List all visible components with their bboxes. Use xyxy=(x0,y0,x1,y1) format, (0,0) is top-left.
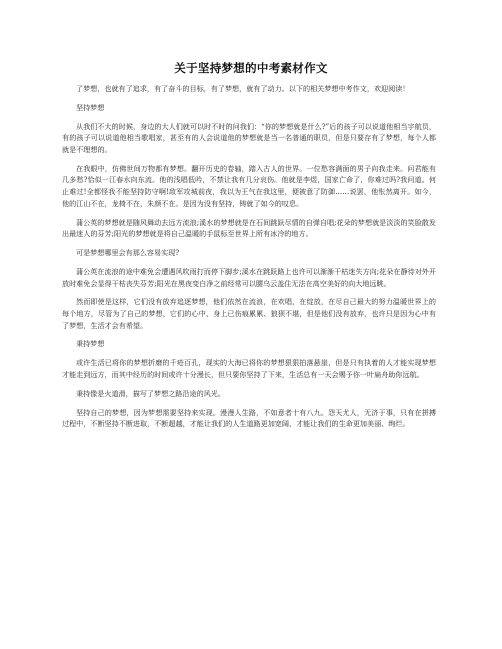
paragraph: 在我眼中，仿佛世间万物都有梦想。翻开历史的卷轴，踏入古人的世界。一位愁容满面的男子向我走来。问君能有几多愁?恰似一江春水向东流。他的浅唱低吟，不禁让我有几分哀伤。他就是李煜，国家亡命了，你难过吗?我问道。何止难过!全都怪我不能坚持防守啊!敌军攻城前夜，我以为王气在我这里，便被意了防御……说罢，他怅然离开。如今，他的江山不在，龙椅不在，朱颜不在。是因为没有坚持，铸就了如今的叹息。 xyxy=(62,163,436,208)
section-heading: 秉持像是火道滑，描写了梦想之路沿途的风光。 xyxy=(76,388,225,398)
paragraph: 坚持自己的梦想，因为梦想需要坚持来实现。漫漫人生路，不如意者十有八九。怨天尤人，无济于事，只有在拼搏过程中，不断坚持不断进取，不断超越，才能让我们的人生道路更加宽阔，才能让我们的生命更加美丽、绚烂。 xyxy=(62,407,436,429)
paragraph-intro: 了梦想，也就有了追求，有了奋斗的目标，有了梦想，就有了动力。以下的相关梦想中考作文，欢迎阅读！ xyxy=(76,84,410,93)
paragraph: 蒲公英在流浪的途中难免会遭遇风吹雨打而停下脚步;溪水在跳跃路上也许可以渐渐干枯迷失方向;花朵在静待对外开放时难免会显得干枯丧失芬芳;阳光在黑夜变白净之前经常可以腰乌云盖住无法在高空美好的向大地远眺。 xyxy=(62,266,436,288)
paragraph: 从我们不大的时候，身边的大人们就可以时不时的问我们：“你的梦想就是什么?”后的孩子可以说道他相当宇航员，有的孩子可以说道他相当歌唱家，甚至有的人会说道他的梦想就是当一名普通的职员，但是只要存有了梦想，每个人都就是不理想的。 xyxy=(62,121,436,154)
paragraph: 或许生活已将你的梦想折磨的千疮百孔，现实的大海已将你的梦想狠狠拍落悬崖，但是只有执着的人才能实现梦想才能走到远方，而其中经历的时间或许十分漫长，但只要你坚持了下来，生活总有一天会赐予你一叶扁舟助你远航。 xyxy=(62,358,436,379)
section-heading: 可是梦想哪里会有那么容易实现? xyxy=(76,248,180,258)
section-heading: 秉持梦想 xyxy=(76,339,105,349)
document-title: 关于坚持梦想的中考素材作文 xyxy=(174,61,328,75)
paragraph: 蒲公英的梦想就是随风舞动去远方流浪;溪水的梦想就是在石间跳跃尽情的自弹自唱;花朵的梦想就是淡淡的笑脸散发出最迷人的芬芳;阳光的梦想就是将自己温暖的手鼠标至世界上所有冰冷的地方。 xyxy=(62,217,436,239)
document-body xyxy=(62,83,436,437)
section-heading: 坚持梦想 xyxy=(76,102,105,112)
paragraph: 然而即使是这样，它们没有放弃追逐梦想，他们依然在流浪，在欢唱，在绽放，在尽自己最大的努力温暖世界上的每个地方，尽管为了自己的梦想，它们的心中、身上已伤痕累累、狼狈不堪，但是他们没有放弃，也许只是因为心中有了梦想，生活才会有希望。 xyxy=(62,297,436,330)
